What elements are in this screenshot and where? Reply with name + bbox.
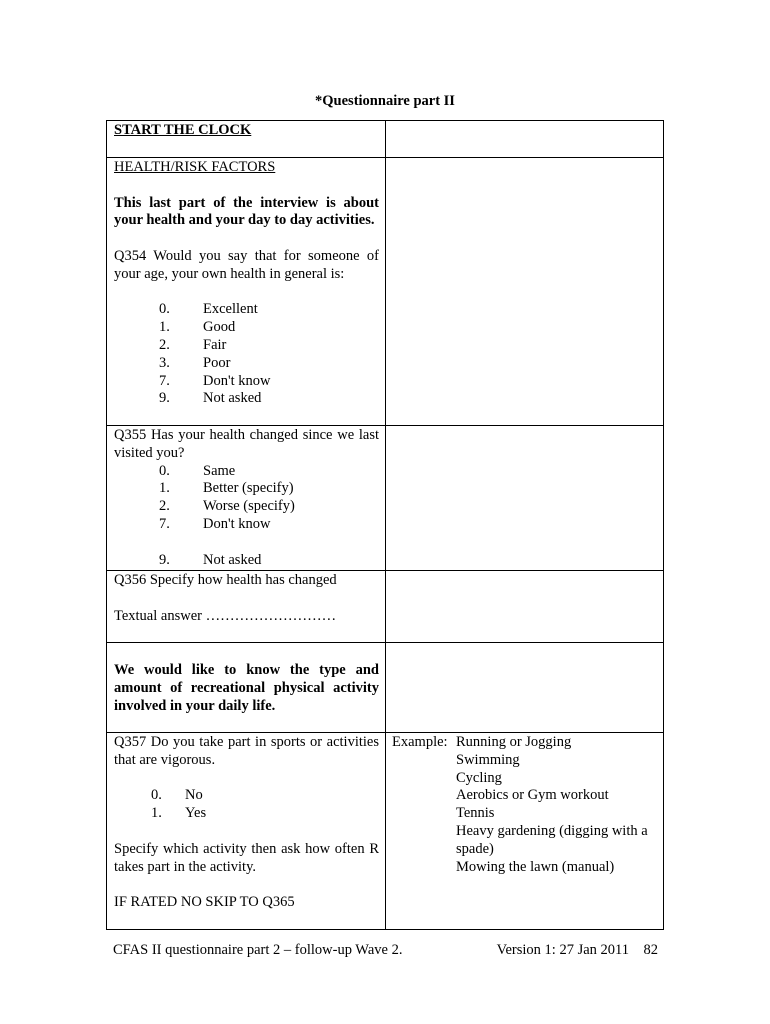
example-label: Example: <box>392 734 448 750</box>
footer-version: Version 1: 27 Jan 2011 <box>496 942 629 958</box>
list-item: Swimming <box>456 751 520 768</box>
list-item: Running or Jogging <box>456 734 572 750</box>
list-item: Tennis <box>456 805 495 822</box>
page-footer <box>113 942 658 959</box>
list-item: 9. Not asked <box>159 390 262 407</box>
list-item: 0. Same <box>159 462 236 479</box>
q354-response-cell[interactable] <box>386 158 664 426</box>
start-clock-cell <box>107 121 386 158</box>
q355-options <box>114 463 379 570</box>
list-item: 3. Poor <box>159 354 231 371</box>
q357-examples-cell <box>386 733 664 930</box>
list-item: Aerobics or Gym workout <box>456 787 609 804</box>
list-item: 2. Worse (specify) <box>159 498 295 515</box>
q357-cell <box>107 733 386 930</box>
q357-instruction: Specify which activity then ask how often R takes part in the activity. <box>114 840 379 875</box>
page-number: 82 <box>643 942 658 958</box>
activity-intro-response-cell[interactable] <box>386 643 664 733</box>
list-item: 1. Better (specify) <box>159 480 294 497</box>
list-item: 1. Yes <box>151 805 207 822</box>
list-item: 2. Fair <box>159 336 227 353</box>
q355-response-cell[interactable] <box>386 426 664 571</box>
q356-cell <box>107 571 386 643</box>
example-list <box>456 734 659 876</box>
q357-skip-instruction: IF RATED NO SKIP TO Q365 <box>114 894 295 911</box>
q356-response-cell[interactable] <box>386 571 664 643</box>
q356-answer-field[interactable]: Textual answer ……………………… <box>114 607 337 624</box>
list-item: 7. Don't know <box>159 515 271 532</box>
activity-intro-cell <box>107 643 386 733</box>
q354-options <box>114 301 379 408</box>
health-intro: This last part of the interview is about your health and your day to day activities. <box>114 194 379 229</box>
start-clock-response-cell[interactable] <box>386 121 664 158</box>
q354-cell <box>107 158 386 426</box>
q355-cell <box>107 426 386 571</box>
questionnaire-table <box>106 120 664 930</box>
footer-document-title: CFAS II questionnaire part 2 – follow-up Wave 2. <box>113 942 403 958</box>
activity-intro: We would like to know the type and amount of recreational physical activity involved in your daily life. <box>114 662 379 714</box>
q357-options <box>114 787 379 823</box>
list-item: 1. Good <box>159 319 236 336</box>
list-item: 7. Don't know <box>159 372 271 389</box>
list-item: Mowing the lawn (manual) <box>456 858 615 875</box>
q354-question: Q354 Would you say that for someone of your age, your own health in general is: <box>114 247 379 282</box>
list-item: Heavy gardening (digging with a spade) <box>456 822 648 857</box>
q355-question: Q355 Has your health changed since we last visited you? <box>114 427 379 461</box>
q357-question: Q357 Do you take part in sports or activities that are vigorous. <box>114 734 379 768</box>
health-heading: HEALTH/RISK FACTORS <box>114 159 276 175</box>
list-item: Cycling <box>456 769 502 786</box>
list-item: 0. Excellent <box>159 301 258 318</box>
list-item: 9. Not asked <box>159 551 262 568</box>
list-item: 0. No <box>151 787 203 804</box>
start-clock-label: START THE CLOCK <box>114 122 252 138</box>
q356-question: Q356 Specify how health has changed <box>114 572 337 588</box>
page-title: *Questionnaire part II <box>315 93 455 109</box>
